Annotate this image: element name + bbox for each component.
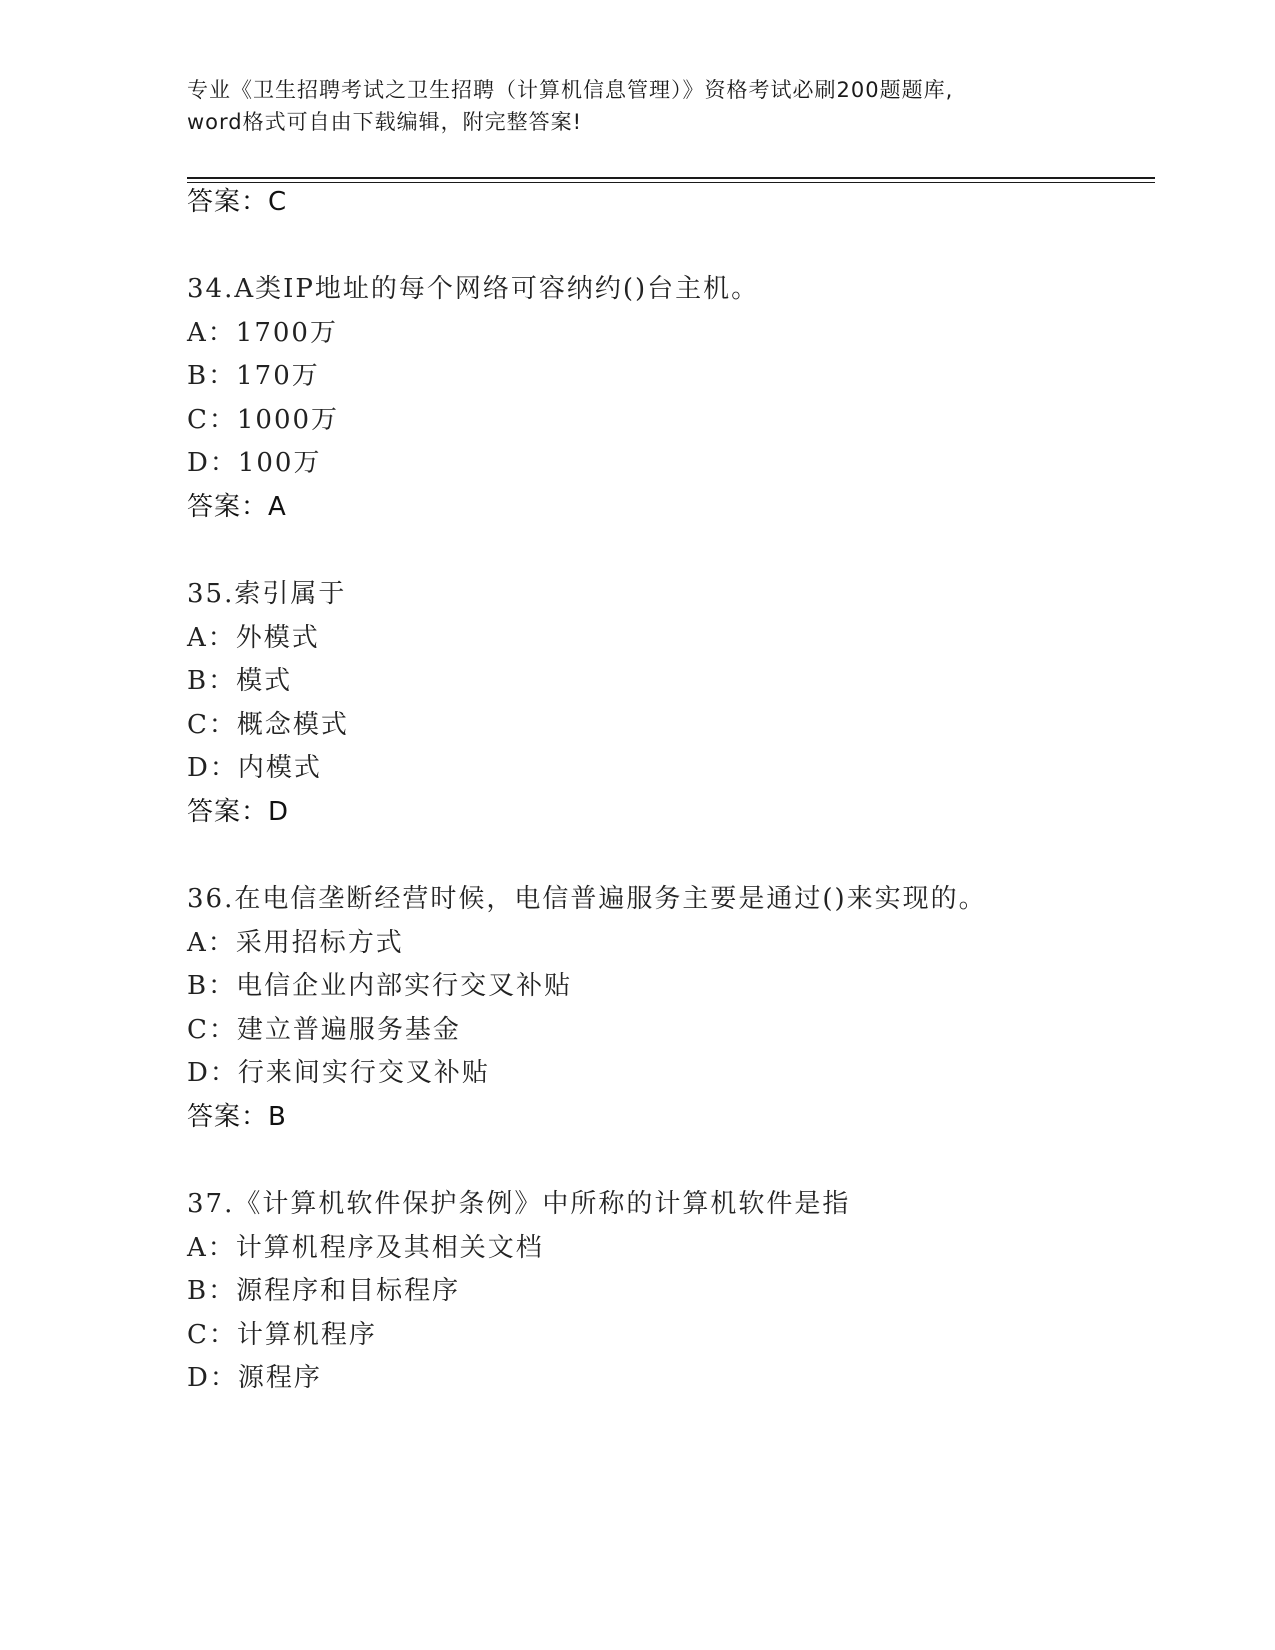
- question-36-option-c: C：建立普遍服务基金: [187, 1015, 461, 1045]
- question-36-option-d: D：行来间实行交叉补贴: [187, 1058, 490, 1088]
- question-35-stem: 35.索引属于: [187, 579, 347, 609]
- question-34-option-d: D：100万: [187, 448, 322, 478]
- question-34-answer: 答案：A: [187, 492, 287, 522]
- question-35-option-c: C：概念模式: [187, 710, 349, 740]
- question-35-option-b: B：模式: [187, 666, 293, 696]
- question-36-stem: 36.在电信垄断经营时候，电信普遍服务主要是通过()来实现的。: [187, 884, 987, 914]
- document-header: [187, 74, 1087, 138]
- header-subtitle-line: word格式可自由下载编辑，附完整答案!: [187, 110, 583, 134]
- question-37-option-c: C：计算机程序: [187, 1320, 377, 1350]
- question-37-option-d: D：源程序: [187, 1363, 322, 1393]
- question-34-option-c: C：1000万: [187, 405, 340, 435]
- question-34-stem: 34.A类IP地址的每个网络可容纳约()台主机。: [187, 274, 760, 304]
- question-36-option-b: B：电信企业内部实行交叉补贴: [187, 971, 573, 1001]
- question-37-option-b: B：源程序和目标程序: [187, 1276, 461, 1306]
- question-35-option-a: A：外模式: [187, 623, 320, 653]
- question-34-option-a: A：1700万: [187, 318, 338, 348]
- question-36-answer: 答案：B: [187, 1102, 287, 1132]
- question-34-option-b: B：170万: [187, 361, 320, 391]
- header-title-line: 专业《卫生招聘考试之卫生招聘（计算机信息管理）》资格考试必刷200题题库,: [187, 78, 954, 102]
- question-37-option-a: A：计算机程序及其相关文档: [187, 1233, 544, 1263]
- question-35-option-d: D：内模式: [187, 753, 322, 783]
- question-36-option-a: A：采用招标方式: [187, 928, 404, 958]
- question-37-stem: 37.《计算机软件保护条例》中所称的计算机软件是指: [187, 1189, 851, 1219]
- header-divider-thin: [187, 182, 1155, 183]
- question-35-answer: 答案：D: [187, 797, 290, 827]
- header-divider-thick: [187, 177, 1155, 179]
- previous-answer: 答案：C: [187, 187, 288, 217]
